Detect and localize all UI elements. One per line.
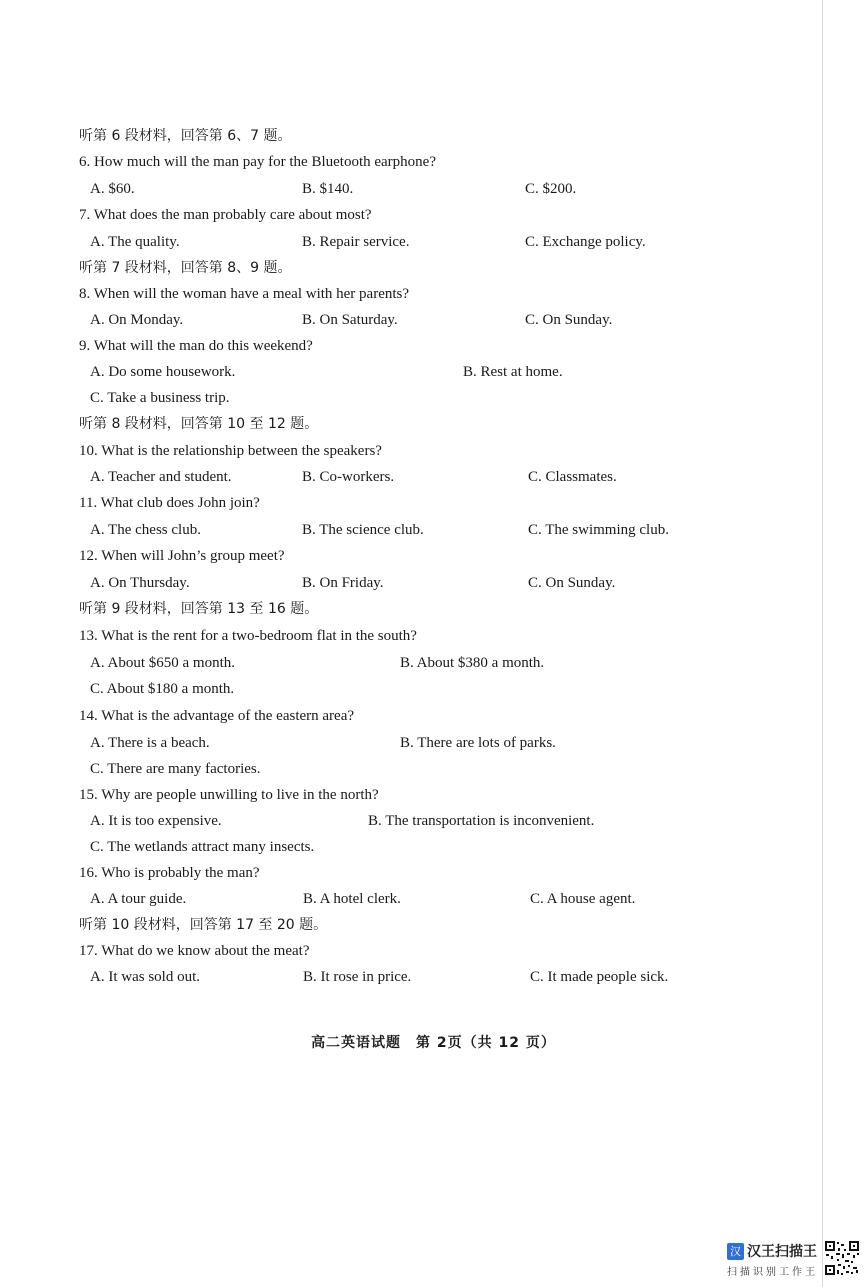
- option: C. The swimming club.: [528, 522, 669, 538]
- option: C. About $180 a month.: [90, 681, 235, 697]
- option: B. Rest at home.: [463, 364, 563, 380]
- option: B. On Friday.: [302, 575, 384, 591]
- question: 13. What is the rent for a two-bedroom flat in the south?: [79, 628, 417, 644]
- scanner-logo-icon: 汉: [727, 1243, 744, 1260]
- option: C. On Sunday.: [528, 575, 616, 591]
- scanner-subtitle: 扫描识别工作王: [727, 1267, 818, 1278]
- section-heading: 听第 10 段材料，回答第 17 至 20 题。: [79, 917, 328, 933]
- question: 11. What club does John join?: [79, 495, 260, 511]
- option: A. About $650 a month.: [90, 655, 235, 671]
- question: 12. When will John’s group meet?: [79, 548, 285, 564]
- option: C. A house agent.: [530, 891, 636, 907]
- option: C. It made people sick.: [530, 969, 669, 985]
- question: 16. Who is probably the man?: [79, 865, 260, 881]
- option: A. There is a beach.: [90, 735, 210, 751]
- scanner-title: 汉王扫描王: [747, 1244, 817, 1260]
- option: B. About $380 a month.: [400, 655, 545, 671]
- option: A. Do some housework.: [90, 364, 236, 380]
- question: 14. What is the advantage of the eastern area?: [79, 708, 355, 724]
- option: A. A tour guide.: [90, 891, 187, 907]
- option: B. Repair service.: [302, 234, 410, 250]
- question: 10. What is the relationship between the speakers?: [79, 443, 382, 459]
- option: B. $140.: [302, 181, 354, 197]
- option: B. On Saturday.: [302, 312, 398, 328]
- option: A. $60.: [90, 181, 135, 197]
- page-footer: 高二英语试题 第 2页（共 12 页）: [311, 1035, 556, 1051]
- option: A. It was sold out.: [90, 969, 200, 985]
- question: 6. How much will the man pay for the Bluetooth earphone?: [79, 154, 436, 170]
- option: C. Take a business trip.: [90, 390, 230, 406]
- option: A. Teacher and student.: [90, 469, 232, 485]
- section-heading: 听第 8 段材料，回答第 10 至 12 题。: [79, 416, 319, 432]
- option: C. The wetlands attract many insects.: [90, 839, 315, 855]
- option: A. On Monday.: [90, 312, 184, 328]
- question: 8. When will the woman have a meal with her parents?: [79, 286, 410, 302]
- option: C. $200.: [525, 181, 577, 197]
- question: 7. What does the man probably care about most?: [79, 207, 372, 223]
- option: B. The transportation is inconvenient.: [368, 813, 595, 829]
- question: 17. What do we know about the meat?: [79, 943, 310, 959]
- scanner-watermark: [727, 1241, 822, 1277]
- option: A. On Thursday.: [90, 575, 190, 591]
- option: A. The chess club.: [90, 522, 201, 538]
- option: C. Classmates.: [528, 469, 617, 485]
- question: 15. Why are people unwilling to live in the north?: [79, 787, 379, 803]
- option: C. Exchange policy.: [525, 234, 646, 250]
- option: C. On Sunday.: [525, 312, 613, 328]
- option: B. There are lots of parks.: [400, 735, 556, 751]
- scan-edge-line: [822, 0, 823, 1287]
- option: B. The science club.: [302, 522, 424, 538]
- option: B. Co-workers.: [302, 469, 395, 485]
- section-heading: 听第 7 段材料，回答第 8、9 题。: [79, 260, 292, 276]
- option: B. A hotel clerk.: [303, 891, 401, 907]
- option: C. There are many factories.: [90, 761, 261, 777]
- question: 9. What will the man do this weekend?: [79, 338, 313, 354]
- qr-code-icon: [824, 1240, 860, 1276]
- section-heading: 听第 6 段材料，回答第 6、7 题。: [79, 128, 292, 144]
- section-heading: 听第 9 段材料，回答第 13 至 16 题。: [79, 601, 319, 617]
- option: B. It rose in price.: [303, 969, 412, 985]
- option: A. It is too expensive.: [90, 813, 222, 829]
- option: A. The quality.: [90, 234, 180, 250]
